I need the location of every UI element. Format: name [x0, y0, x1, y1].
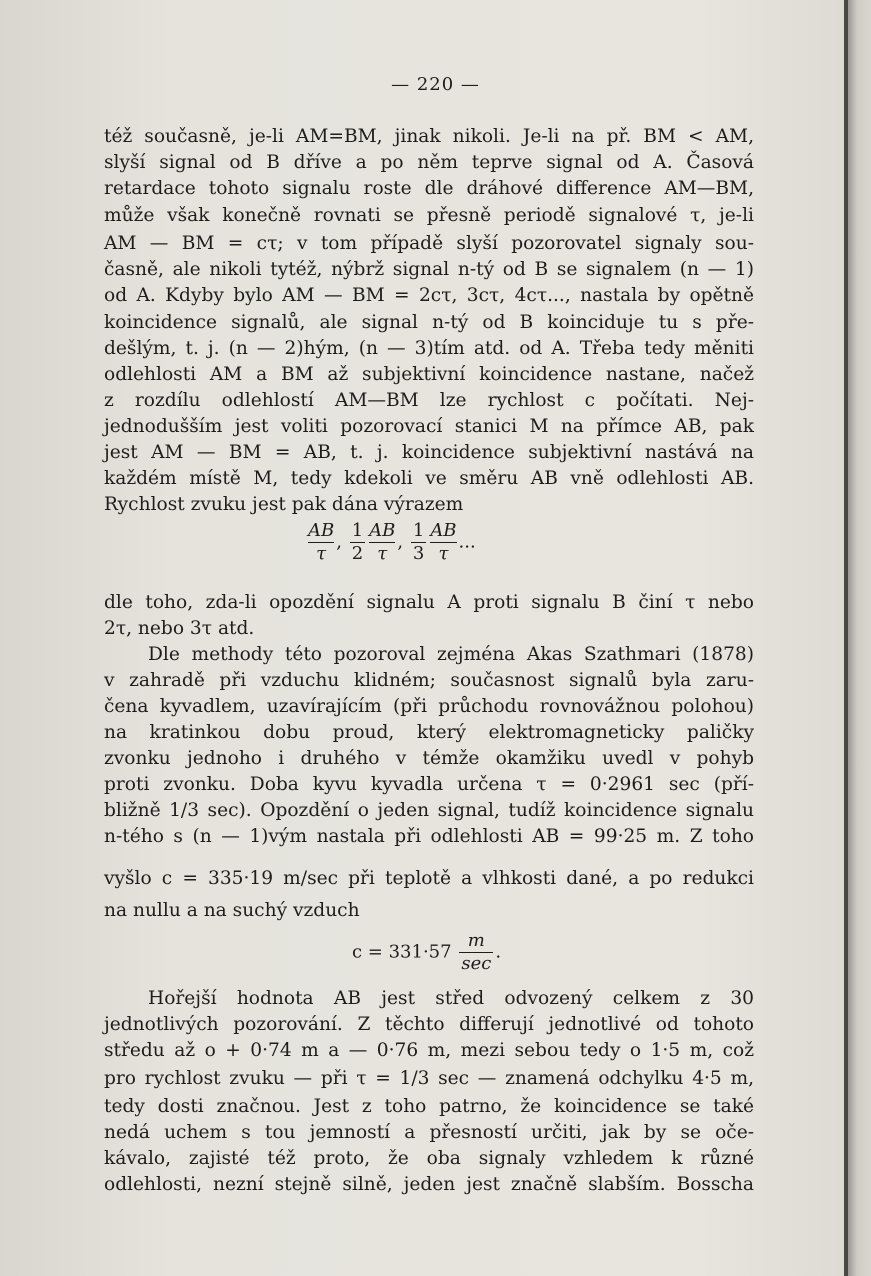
text-line: koincidence signalů, ale signal n-tý od B koinciduje tu s pře- — [104, 312, 754, 333]
fraction-ab-tau: $\frac{AB}{\tau}$ — [308, 520, 335, 564]
text-line: odlehlosti, nezní stejně silně, jeden jest značně slabším. Bosscha — [104, 1174, 754, 1195]
text-line: dešlým, t. j. (n — 2)hým, (n — 3)tím atd. od A. Třeba tedy měniti — [104, 338, 754, 359]
fraction-ab-tau: $\frac{AB}{\tau}$ — [369, 520, 396, 564]
text-line: odlehlosti AM a BM až subjektivní koincidence nastane, načež — [104, 364, 754, 385]
page-edge-shadow — [848, 0, 871, 1276]
coefficient-third: $\frac{1}{3}$ — [412, 520, 425, 564]
text-line: též současně, je-li AM=BM, jinak nikoli. Je-li na př. BM < AM, — [104, 126, 754, 147]
text-line: Hořejší hodnota AB jest střed odvozený celkem z 30 — [148, 988, 754, 1009]
text-line: jednodušším jest voliti pozorovací stanici M na přímce AB, pak — [104, 416, 754, 437]
text-line: bližně 1/3 sec). Opozdění o jeden signal, tudíž koincidence signalu — [104, 800, 754, 821]
text-line: Dle methody této pozoroval zejména Akas Szathmari (1878) — [148, 644, 754, 665]
text-line: zvonku jednoho i druhého v témže okamžiku uvedl v pohyb — [104, 748, 754, 769]
result-formula: c = 331·57 $\frac{m}{\sec}$ . — [352, 930, 502, 974]
text-line: tedy dosti značnou. Jest z toho patrno, že koincidence se také — [104, 1096, 754, 1117]
page-number: — 220 — — [391, 74, 480, 95]
text-line: jest AM — BM = AB, t. j. koincidence subjektivní nastává na — [104, 442, 754, 463]
velocity-expression: $\frac{AB}{\tau}$ , $\frac{1}{2}$ $\frac{AB}{\tau}$ , $\frac{1}{3}$ $\frac{AB}{\tau}$ ... — [308, 520, 476, 564]
text-line: n-tého s (n — 1)vým nastala při odlehlosti AB = 99·25 m. Z toho — [104, 826, 754, 847]
text-line: v zahradě při vzduchu klidném; současnost signalů byla zaru- — [104, 670, 754, 691]
text-line: retardace tohoto signalu roste dle dráhové difference AM—BM, — [104, 178, 754, 199]
text-line: každém místě M, tedy kdekoli ve směru AB vně odlehlosti AB. — [104, 468, 754, 489]
coefficient-half: $\frac{1}{2}$ — [351, 520, 364, 564]
text-line: 2τ, nebo 3τ atd. — [104, 618, 255, 639]
text-line: dle toho, zda-li opozdění signalu A proti signalu B činí τ nebo — [104, 592, 754, 613]
text-line: na kratinkou dobu proud, který elektromagneticky paličky — [104, 722, 754, 743]
text-line: z rozdílu odlehlostí AM—BM lze rychlost c počítati. Nej- — [104, 390, 754, 411]
text-line: Rychlost zvuku jest pak dána výrazem — [104, 494, 464, 515]
text-line: čena kyvadlem, uzavírajícím (při průchodu rovnovážnou polohou) — [104, 696, 754, 717]
text-line: na nullu a na suchý vzduch — [104, 900, 360, 921]
text-line: AM — BM = cτ; v tom případě slyší pozorovatel signaly sou- — [104, 233, 754, 254]
text-line: může však konečně rovnati se přesně periodě signalové τ, je-li — [104, 205, 754, 226]
text-line: proti zvonku. Doba kyvu kyvadla určena τ = 0·2961 sec (pří- — [104, 774, 754, 795]
text-line: jednotlivých pozorování. Z těchto differují jednotlivé od tohoto — [104, 1014, 754, 1035]
text-line: kávalo, zajisté též proto, že oba signaly vzhledem k různé — [104, 1148, 754, 1169]
text-line: středu až o + 0·74 m a — 0·76 m, mezi sebou tedy o 1·5 m, což — [104, 1040, 754, 1061]
text-line: vyšlo c = 335·19 m/sec při teplotě a vlhkosti dané, a po redukci — [104, 868, 754, 889]
text-line: slyší signal od B dříve a po něm teprve signal od A. Časová — [104, 152, 754, 173]
text-line: časně, ale nikoli tytéž, nýbrž signal n-tý od B se signalem (n — 1) — [104, 259, 754, 280]
text-line: pro rychlost zvuku — při τ = 1/3 sec — znamená odchylku 4·5 m, — [104, 1068, 754, 1089]
text-line: nedá uchem s tou jemností a přesností určiti, jak by se oče- — [104, 1122, 754, 1143]
text-line: od A. Kdyby bylo AM — BM = 2cτ, 3cτ, 4cτ..., nastala by opětně — [104, 285, 754, 306]
unit-fraction: $\frac{m}{\sec}$ — [461, 930, 492, 974]
fraction-ab-tau: $\frac{AB}{\tau}$ — [430, 520, 457, 564]
